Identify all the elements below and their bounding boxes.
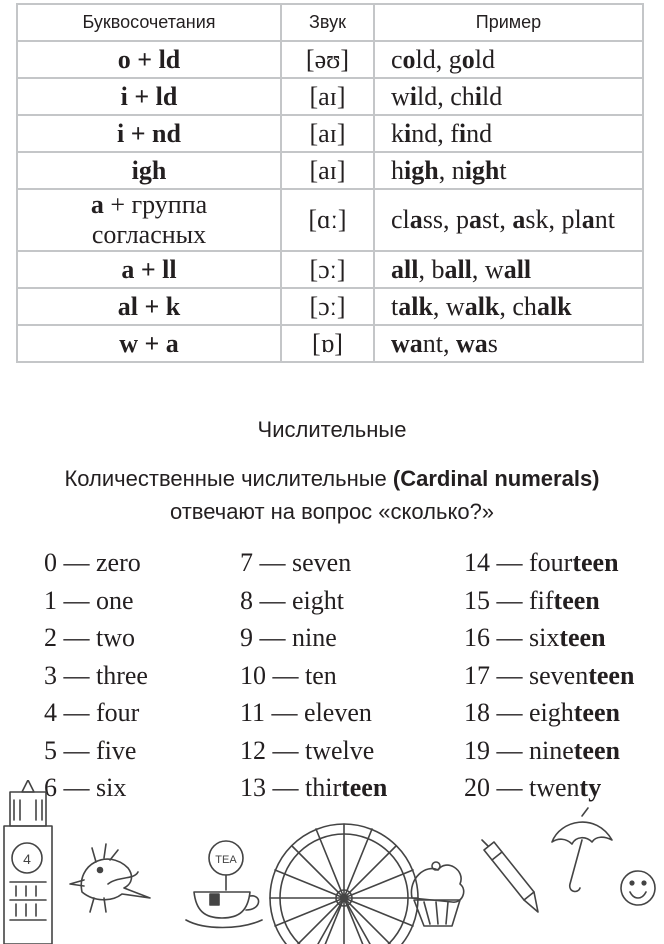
combo-text: al + k [117,291,181,321]
numeral-num: 3 — [44,660,96,690]
numeral-num: 14 — [464,548,529,577]
numeral-word: six [529,623,560,652]
example-segment: ld, g [415,44,462,74]
table-row [17,41,643,78]
numeral-num: 15 — [464,585,529,615]
pen-icon [482,840,538,912]
umbrella-icon [552,808,612,891]
numeral-num: 2 — [44,623,96,652]
intro-line-1 [0,462,664,495]
cell-sound: [aɪ] [281,152,374,189]
combo-text: i + ld [120,81,178,111]
cell-example [374,189,643,251]
numeral-num: 11 — [240,698,305,727]
example-segment: s [487,328,498,358]
numeral-num: 4 — [44,698,96,727]
example-segment: alk [398,291,433,321]
cell-example [374,325,643,362]
numeral-suffix: ty [579,773,602,802]
example-segment: a [409,205,423,234]
numeral-item [464,544,634,582]
cell-letter-combination [17,152,281,189]
combo-text: w + a [119,328,179,358]
numerals-column-3 [464,544,634,807]
cupcake-icon [411,862,463,926]
cell-example [374,41,643,78]
example-segment: , n [438,155,465,185]
letter-combinations-table [16,3,644,363]
numeral-word: thir [305,773,342,802]
table-row [17,115,643,152]
numeral-item [464,619,634,657]
example-segment: t [391,291,399,321]
numeral-suffix: teen [341,773,388,802]
example-segment: all [503,254,532,284]
example-segment: nd, f [411,118,459,148]
header-example: Пример [374,4,643,41]
example-segment: igh [464,155,500,185]
numeral-num: 10 — [240,660,305,690]
numeral-num: 13 — [240,773,305,802]
cell-example [374,115,643,152]
example-segment: nt [594,205,615,234]
cell-letter-combination [17,41,281,78]
numeral-word: two [96,623,135,652]
numeral-word: eight [292,585,344,615]
big-ben-icon [4,780,52,944]
cell-sound: [ɔː] [281,251,374,288]
intro-line-2: отвечают на вопрос «сколько?» [169,499,495,524]
numeral-word: fif [529,585,554,615]
example-segment: nd [466,118,493,148]
numeral-item [44,582,148,620]
cell-letter-combination [17,189,281,251]
clock-label: 4 [23,851,31,867]
cell-letter-combination [17,251,281,288]
numeral-word: three [96,660,148,690]
example-segment: o [402,44,416,74]
numeral-item [464,694,634,732]
numeral-item [240,657,387,695]
numeral-suffix: teen [573,698,620,727]
numeral-word: one [96,585,134,615]
smiley-icon [621,871,655,905]
example-segment: k [391,118,404,148]
numeral-item [44,694,148,732]
table-row [17,251,643,288]
numeral-word: five [96,735,137,765]
cell-sound: [ɑː] [281,189,374,251]
cell-letter-combination [17,288,281,325]
example-segment: a [469,205,483,234]
example-segment: ss, p [422,205,470,234]
table-row [17,189,643,251]
numeral-item [464,657,634,695]
intro-prefix: Количественные числительные [64,466,393,491]
numeral-num: 17 — [464,660,529,690]
example-segment: wa [456,328,488,358]
table-row [17,325,643,362]
numeral-num: 5 — [44,735,96,765]
numeral-item [44,657,148,695]
example-segment: cl [391,205,410,234]
combo-text: согласных [91,220,207,249]
numeral-num: 8 — [240,585,292,615]
example-segment: i [409,81,418,111]
numeral-num: 18 — [464,698,529,727]
example-segment: all [444,254,472,284]
cell-sound: [ɒ] [281,325,374,362]
numeral-word: four [529,548,573,577]
intro-text [0,462,664,528]
example-segment: all [391,254,419,284]
example-segment: sk, pl [525,205,582,234]
numeral-num: 19 — [464,735,529,765]
numeral-num: 7 — [240,548,292,577]
example-segment: i [474,81,483,111]
example-segment: c [391,44,403,74]
numeral-num: 12 — [240,735,305,765]
numeral-num: 6 — [44,773,96,802]
example-segment: ld, ch [417,81,475,111]
numeral-suffix: teen [559,623,606,652]
example-segment: igh [404,155,439,185]
numerals-column-2 [240,544,387,807]
example-segment: t [499,155,507,185]
numeral-num: 16 — [464,623,529,652]
numeral-word: eleven [304,698,372,727]
numeral-item [44,732,148,770]
example-segment: , w [432,291,465,321]
numeral-word: ten [305,660,337,690]
table-header-row [17,4,643,41]
numeral-item [240,582,387,620]
example-segment: , ch [499,291,537,321]
numeral-num: 20 — [464,773,529,802]
cell-sound: [ɔː] [281,288,374,325]
numeral-suffix: teen [588,660,635,690]
numeral-word: nine [292,623,337,652]
header-letter-combinations: Буквосочетания [17,4,281,41]
numeral-item [240,544,387,582]
london-doodles-illustration [0,780,664,944]
cell-example [374,78,643,115]
numeral-word: seven [292,548,352,577]
numeral-suffix: teen [573,735,620,765]
intro-english-term: (Cardinal numerals) [392,466,600,491]
cell-example [374,288,643,325]
example-segment: a [512,205,526,234]
numeral-word: seven [529,660,589,690]
table-row [17,152,643,189]
numerals-column-1 [44,544,148,807]
numeral-word: six [96,773,127,802]
numeral-suffix: teen [572,548,619,577]
bird-icon [70,844,150,912]
numeral-word: eigh [529,698,574,727]
example-segment: st, [482,205,513,234]
numeral-num: 0 — [44,548,96,577]
london-eye-icon [270,824,418,944]
example-segment: alk [536,291,572,321]
combo-text: i + nd [117,118,181,148]
example-segment: nt, [422,328,457,358]
numeral-item [240,694,387,732]
numeral-item [464,732,634,770]
example-segment: i [458,118,467,148]
numeral-num: 1 — [44,585,96,615]
example-segment: , b [418,254,445,284]
numeral-word: nine [529,735,574,765]
cell-letter-combination [17,115,281,152]
example-segment: a [581,205,595,234]
numeral-word: twelve [305,735,375,765]
numeral-item [464,582,634,620]
example-segment: ld [474,44,496,74]
numeral-item [44,544,148,582]
numeral-item [240,619,387,657]
numeral-word: four [96,698,140,727]
combo-text: o + ld [117,44,181,74]
cell-letter-combination [17,78,281,115]
table-row [17,78,643,115]
section-title: Числительные [257,417,407,442]
combo-text: igh [131,155,167,185]
combo-text: a + ll [121,254,177,284]
numeral-suffix: teen [553,585,600,615]
cell-letter-combination [17,325,281,362]
combo-text: a [90,190,104,219]
example-segment: alk [464,291,500,321]
example-segment: o [461,44,475,74]
example-segment: h [391,155,404,185]
cell-example [374,251,643,288]
example-segment: , w [471,254,504,284]
numeral-word: zero [96,548,141,577]
example-segment: ld [482,81,503,111]
teacup-icon [186,841,262,928]
cell-sound: [aɪ] [281,115,374,152]
tea-label: TEA [215,854,237,866]
numeral-item [240,732,387,770]
header-sound: Звук [281,4,374,41]
example-segment: w [391,81,410,111]
cell-example [374,152,643,189]
combo-text: + группа [103,190,208,219]
numeral-num: 9 — [240,623,292,652]
cell-sound: [əʊ] [281,41,374,78]
numeral-word: twen [529,773,580,802]
cell-sound: [aɪ] [281,78,374,115]
example-segment: i [404,118,412,148]
example-segment: wa [391,328,423,358]
table-row [17,288,643,325]
numeral-item [44,619,148,657]
